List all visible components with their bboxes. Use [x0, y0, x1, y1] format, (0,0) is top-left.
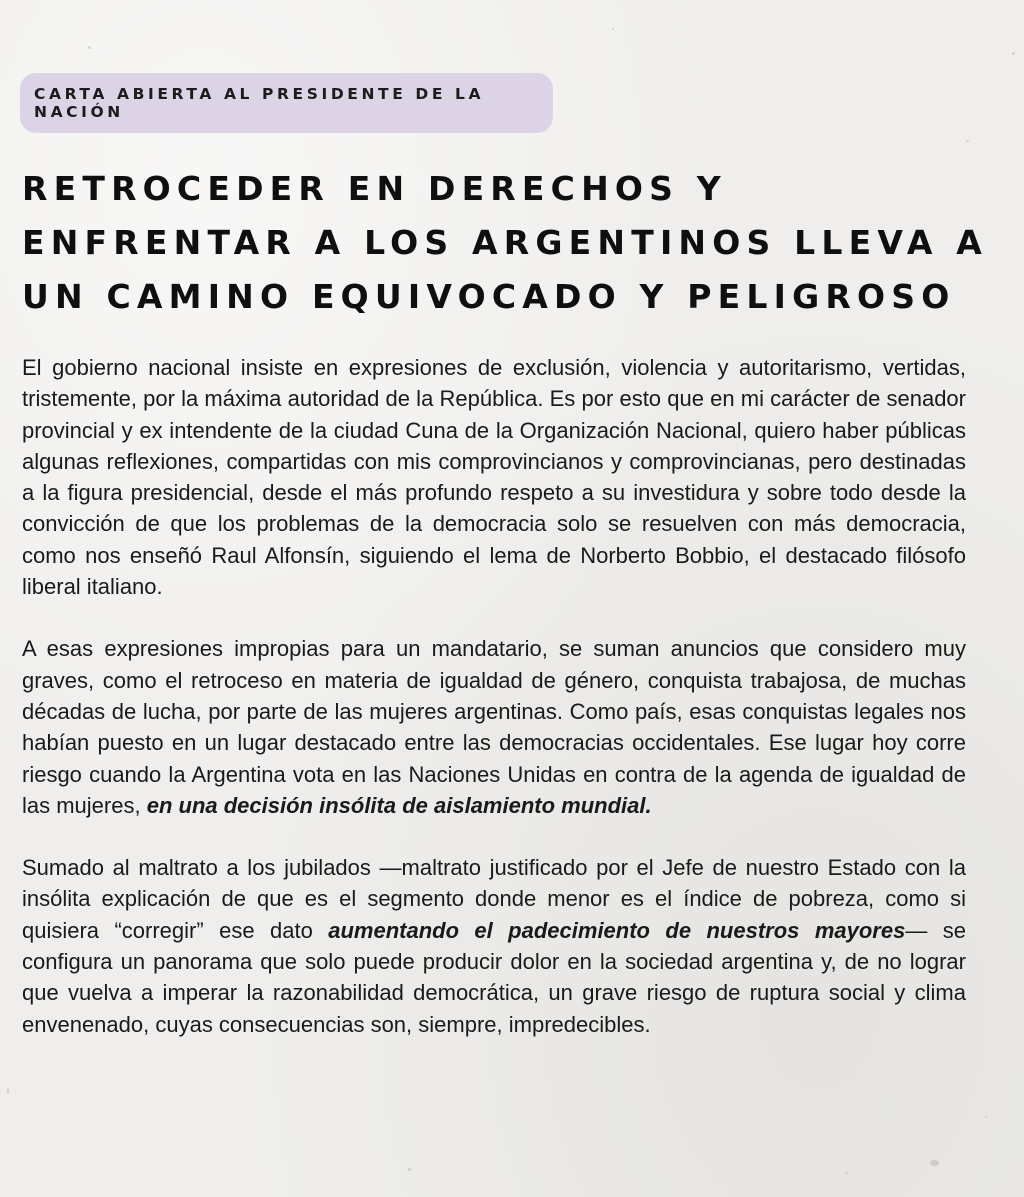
- paper-speck: [966, 140, 969, 142]
- paper-speck: [408, 1168, 411, 1171]
- paper-speck: [1012, 52, 1015, 55]
- letter-body: [22, 352, 966, 1071]
- paper-speck: [985, 1116, 987, 1118]
- paper-speck: [930, 1160, 939, 1166]
- kicker-label: CARTA ABIERTA AL PRESIDENTE DE LA NACIÓN: [20, 73, 553, 133]
- paragraph-3-text-a: Sumado al maltrato a los jubilados —maltrato justificado por el Jefe de nuestro Estado con la insólita explicación de que es el segmento donde menor es el índice de pobreza, como si quisiera “corregir” ese dato: [22, 855, 966, 943]
- paper-speck: [7, 1088, 9, 1094]
- paper-speck: [88, 46, 91, 49]
- paragraph-1: El gobierno nacional insiste en expresiones de exclusión, violencia y autoritarismo, vertidas, tristemente, por la máxima autoridad de la República. Es por esto que en mi carácter de senador provincial y ex intendente de la ciudad Cuna de la Organización Nacional, quiero haber públicas algunas reflexiones, compartidas con mis comprovincianos y comprovincianas, pero destinadas a la figura presidencial, desde el más profundo respeto a su investidura y sobre todo desde la convicción de que los problemas de la democracia solo se resuelven con más democracia, como nos enseñó Raul Alfonsín, siguiendo el lema de Norberto Bobbio, el destacado filósofo liberal italiano.: [22, 355, 966, 600]
- paragraph-3-text-b: — se configura un panorama que solo puede producir dolor en la sociedad argentina y, de no lograr que vuelva a imperar la razonabilidad democrática, un grave riesgo de ruptura social y clima envenenado, cuyas consecuencias son, siempre, impredecibles.: [22, 917, 966, 1037]
- paragraph-2-text: A esas expresiones impropias para un mandatario, se suman anuncios que considero muy graves, como el retroceso en materia de igualdad de género, conquista trabajosa, de muchas décadas de lucha, por parte de las mujeres argentinas. Como país, esas conquistas legales nos habían puesto en un lugar destacado entre las democracias occidentales. Ese lugar hoy corre riesgo cuando la Argentina vota en las Naciones Unidas en contra de la agenda de igualdad de las mujeres,: [22, 636, 966, 818]
- paper-speck: [612, 28, 614, 30]
- paragraph-2: [22, 633, 966, 821]
- paragraph-2-emphasis: en una decisión insólita de aislamiento mundial.: [146, 792, 652, 818]
- paragraph-3: [22, 852, 966, 1040]
- headline: RETROCEDER EN DERECHOS Y ENFRENTAR A LOS ARGENTINOS LLEVA A UN CAMINO EQUIVOCADO Y PELIGROSO: [22, 169, 989, 316]
- paragraph-3-emphasis: aumentando el padecimiento de nuestros mayores: [328, 917, 906, 943]
- paper-speck: [845, 1172, 848, 1174]
